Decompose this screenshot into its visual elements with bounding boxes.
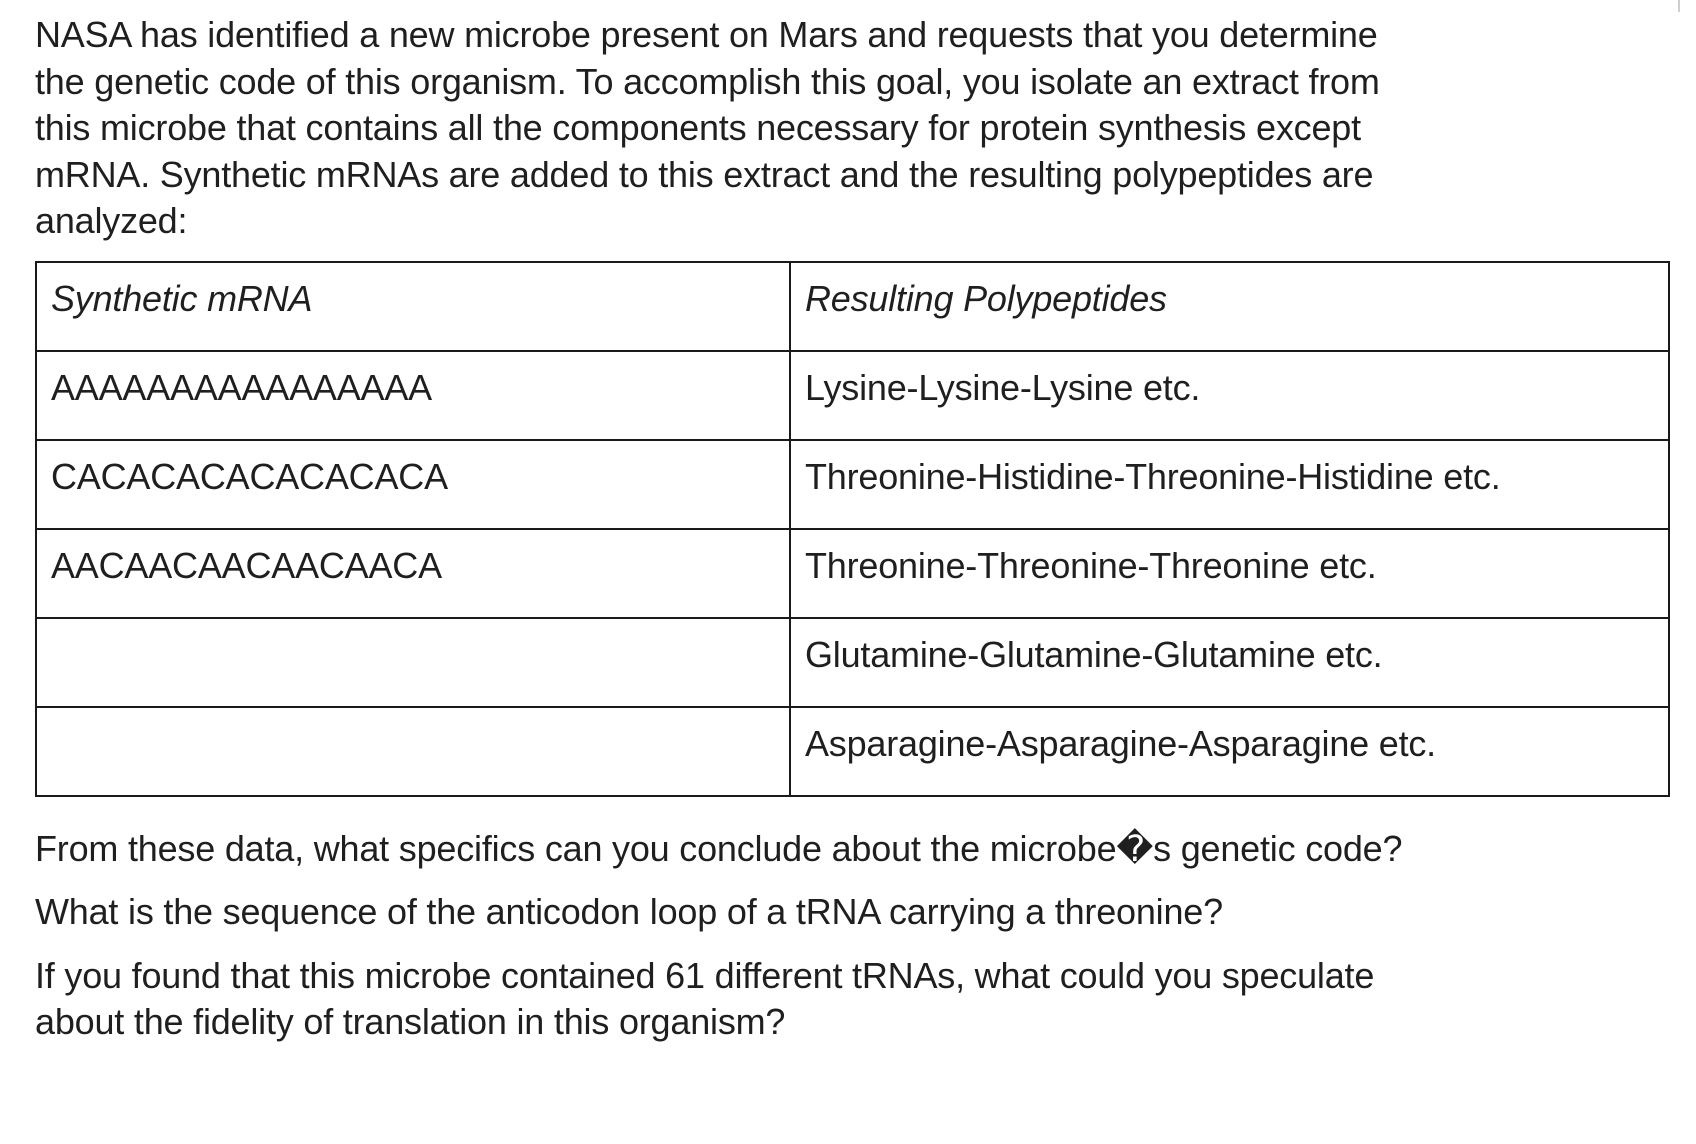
header-resulting-polypeptides: Resulting Polypeptides: [790, 262, 1669, 351]
mrna-polypeptide-table: [35, 261, 1670, 797]
corner-mark: [1678, 0, 1680, 12]
mrna-cell: AACAACAACAACAACA: [36, 529, 790, 618]
table-row: [36, 707, 1669, 796]
mrna-cell: [36, 707, 790, 796]
mrna-cell: CACACACACACACACA: [36, 440, 790, 529]
polypeptide-cell: Threonine-Threonine-Threonine etc.: [790, 529, 1669, 618]
polypeptide-cell: Threonine-Histidine-Threonine-Histidine etc.: [790, 440, 1669, 529]
header-synthetic-mrna: Synthetic mRNA: [36, 262, 790, 351]
polypeptide-cell: Asparagine-Asparagine-Asparagine etc.: [790, 707, 1669, 796]
mrna-cell: AAAAAAAAAAAAAAAA: [36, 351, 790, 440]
table-row: [36, 618, 1669, 707]
table-row: [36, 440, 1669, 529]
intro-paragraph: NASA has identified a new microbe present on Mars and requests that you determine the genetic code of this organism. To accomplish this goal, you isolate an extract from this microbe that contains all the components necessary for protein synthesis except mRNA. Synthetic mRNAs are added to this extract and the resulting polypeptides are analyzed:: [35, 14, 1380, 241]
question-translation-fidelity: If you found that this microbe contained 61 different tRNAs, what could you speculate about the fidelity of translation in this organism?: [35, 954, 1375, 1042]
question-genetic-code: From these data, what specifics can you conclude about the microbe�s genetic code?: [35, 827, 1403, 869]
table-header-row: [36, 262, 1669, 351]
document: [35, 12, 1675, 1046]
question-anticodon-loop: What is the sequence of the anticodon loop of a tRNA carrying a threonine?: [35, 891, 1223, 932]
table-row: [36, 351, 1669, 440]
polypeptide-cell: Lysine-Lysine-Lysine etc.: [790, 351, 1669, 440]
polypeptide-cell: Glutamine-Glutamine-Glutamine etc.: [790, 618, 1669, 707]
mrna-cell: [36, 618, 790, 707]
table-row: [36, 529, 1669, 618]
